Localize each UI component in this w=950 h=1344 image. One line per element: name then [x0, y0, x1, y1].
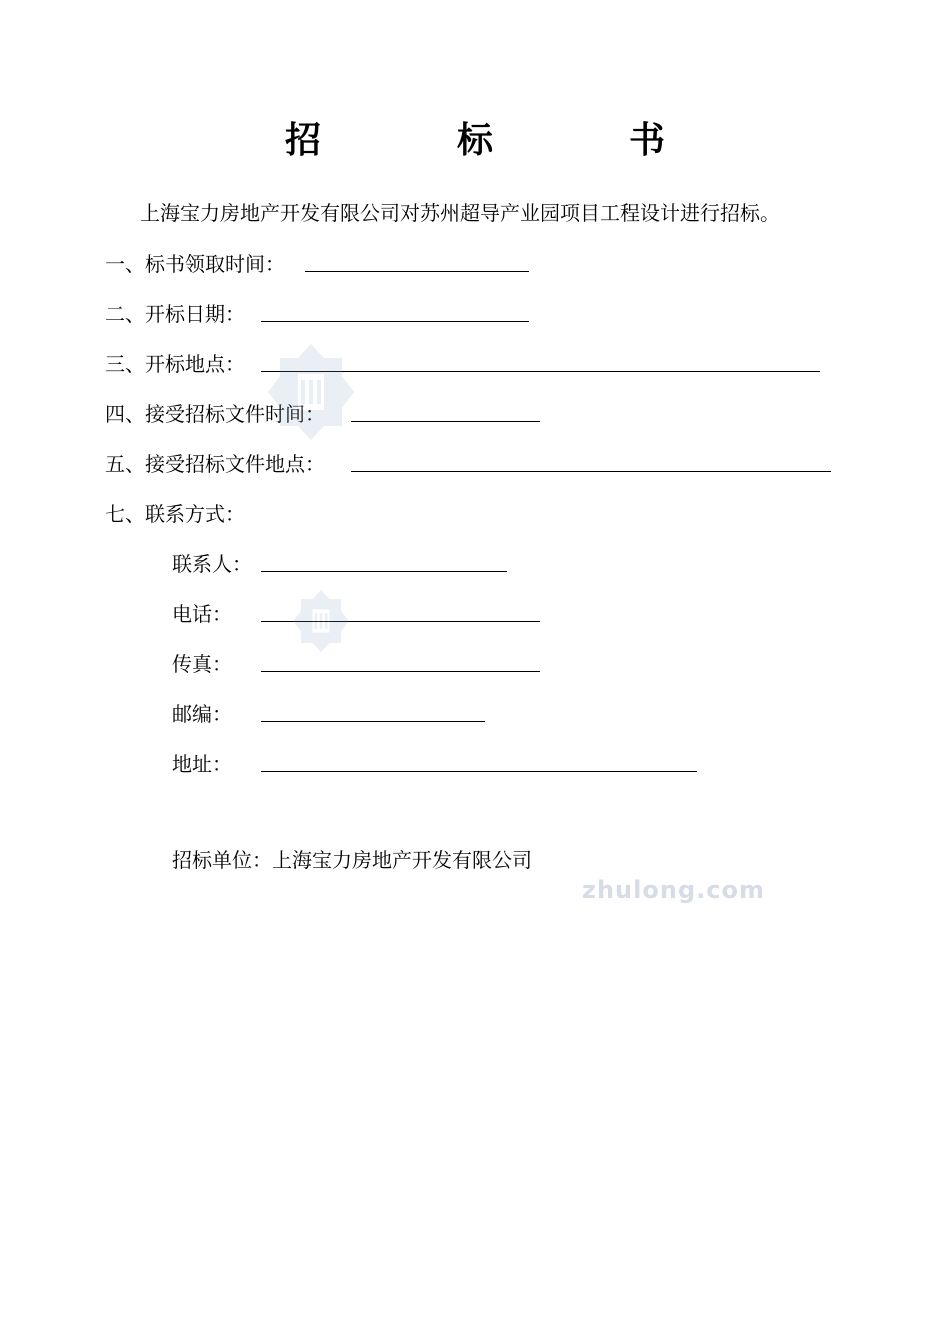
contact-postcode — [172, 698, 232, 728]
item-label: 五、接受招标文件地点： — [105, 452, 325, 476]
contact-fax — [172, 648, 232, 678]
submission-time-blank[interactable] — [351, 421, 540, 422]
watermark-logo-icon — [288, 590, 354, 652]
item-label: 三、开标地点： — [105, 352, 245, 376]
contact-label: 地址： — [172, 752, 232, 776]
item-opening-place — [105, 348, 245, 378]
contact-label: 电话： — [172, 602, 232, 626]
intro-paragraph: 上海宝力房地产开发有限公司对苏州超导产业园项目工程设计进行招标。 — [140, 201, 780, 225]
contact-fax-blank[interactable] — [261, 671, 540, 672]
watermark-text: zhulong.com — [582, 876, 765, 904]
contact-label: 联系人： — [172, 552, 252, 576]
collection-time-blank[interactable] — [305, 271, 529, 272]
contact-address — [172, 748, 232, 778]
contact-person-blank[interactable] — [261, 571, 507, 572]
item-label: 二、开标日期： — [105, 302, 245, 326]
item-label: 七、联系方式： — [105, 502, 245, 526]
issuer-line: 招标单位：上海宝力房地产开发有限公司 — [172, 848, 532, 872]
contact-label: 邮编： — [172, 702, 232, 726]
item-contact-info — [105, 498, 245, 528]
item-label: 四、接受招标文件时间： — [105, 402, 325, 426]
page-title: 招 标 书 — [284, 119, 715, 161]
item-label: 一、标书领取时间： — [105, 252, 285, 276]
item-submission-place — [105, 448, 325, 478]
contact-phone — [172, 598, 232, 628]
opening-date-blank[interactable] — [261, 321, 529, 322]
item-opening-date — [105, 298, 245, 328]
contact-person — [172, 548, 252, 578]
submission-place-blank[interactable] — [351, 471, 831, 472]
contact-postcode-blank[interactable] — [261, 721, 485, 722]
contact-label: 传真： — [172, 652, 232, 676]
item-collection-time — [105, 248, 285, 278]
contact-address-blank[interactable] — [261, 771, 697, 772]
watermark-logo-icon — [268, 344, 354, 440]
